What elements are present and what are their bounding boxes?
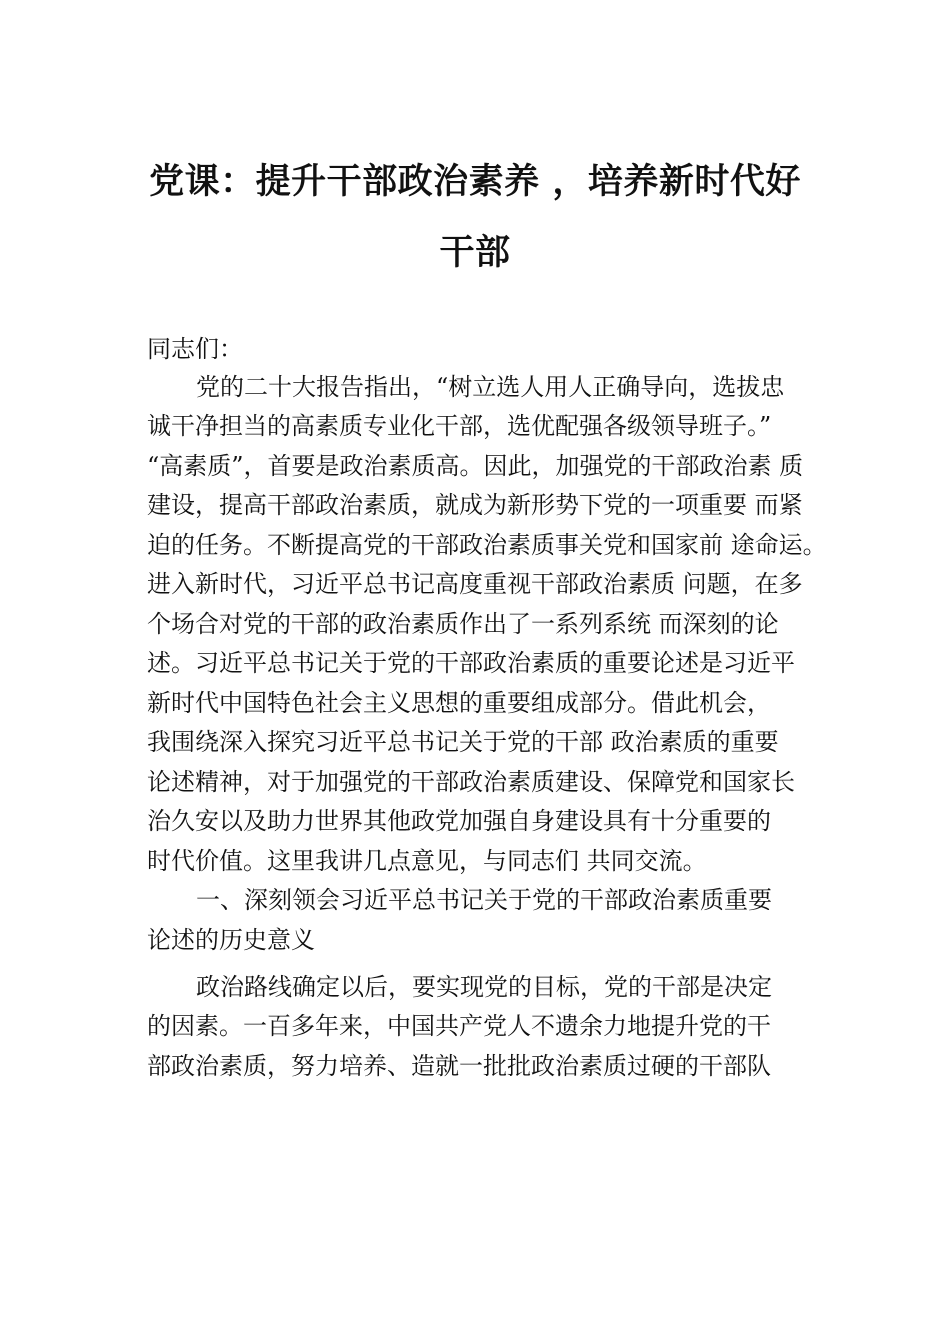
paragraph-line: 迫的任务。不断提高党的干部政治素质事关党和国家前 途命运。 (147, 531, 827, 559)
paragraph-line: 新时代中国特色社会主义思想的重要组成部分。借此机会， (147, 689, 771, 717)
paragraph-line: 进入新时代，习近平总书记高度重视干部政治素质 问题，在多 (147, 570, 803, 598)
paragraph-line: 我围绕深入探究习近平总书记关于党的干部 政治素质的重要 (147, 728, 779, 756)
paragraph-line: 的因素。一百多年来，中国共产党人不遗余力地提升党的干 (147, 1012, 771, 1040)
paragraph-line: 政治路线确定以后，要实现党的目标，党的干部是决定 (196, 973, 772, 1001)
paragraph-line: 治久安以及助力世界其他政党加强自身建设具有十分重要的 (147, 807, 771, 835)
paragraph-line: 党的二十大报告指出，“树立选人用人正确导向，选拔忠 (196, 373, 785, 401)
paragraph-line: 诚干净担当的高素质专业化干部，选优配强各级领导班子。” (147, 412, 772, 440)
paragraph-line: 建设，提高干部政治素质，就成为新形势下党的一项重要 而紧 (147, 491, 803, 519)
section-heading-line: 论述的历史意义 (147, 926, 315, 954)
document-title-line-2: 干部 (439, 233, 511, 273)
paragraph-line: “高素质”，首要是政治素质高。因此，加强党的干部政治素 质 (147, 452, 804, 480)
paragraph-line: 论述精神，对于加强党的干部政治素质建设、保障党和国家长 (147, 768, 795, 796)
salutation: 同志们： (147, 335, 243, 363)
paragraph-line: 部政治素质，努力培养、造就一批批政治素质过硬的干部队 (147, 1052, 771, 1080)
paragraph-line: 时代价值。这里我讲几点意见，与同志们 共同交流。 (147, 847, 707, 875)
paragraph-line: 个场合对党的干部的政治素质作出了一系列系统 而深刻的论 (147, 610, 779, 638)
section-heading-line: 一、深刻领会习近平总书记关于党的干部政治素质重要 (196, 886, 772, 914)
paragraph-line: 述。习近平总书记关于党的干部政治素质的重要论述是习近平 (147, 649, 795, 677)
document-title-line-1: 党课：提升干部政治素养 ，培养新时代好 (149, 162, 801, 202)
